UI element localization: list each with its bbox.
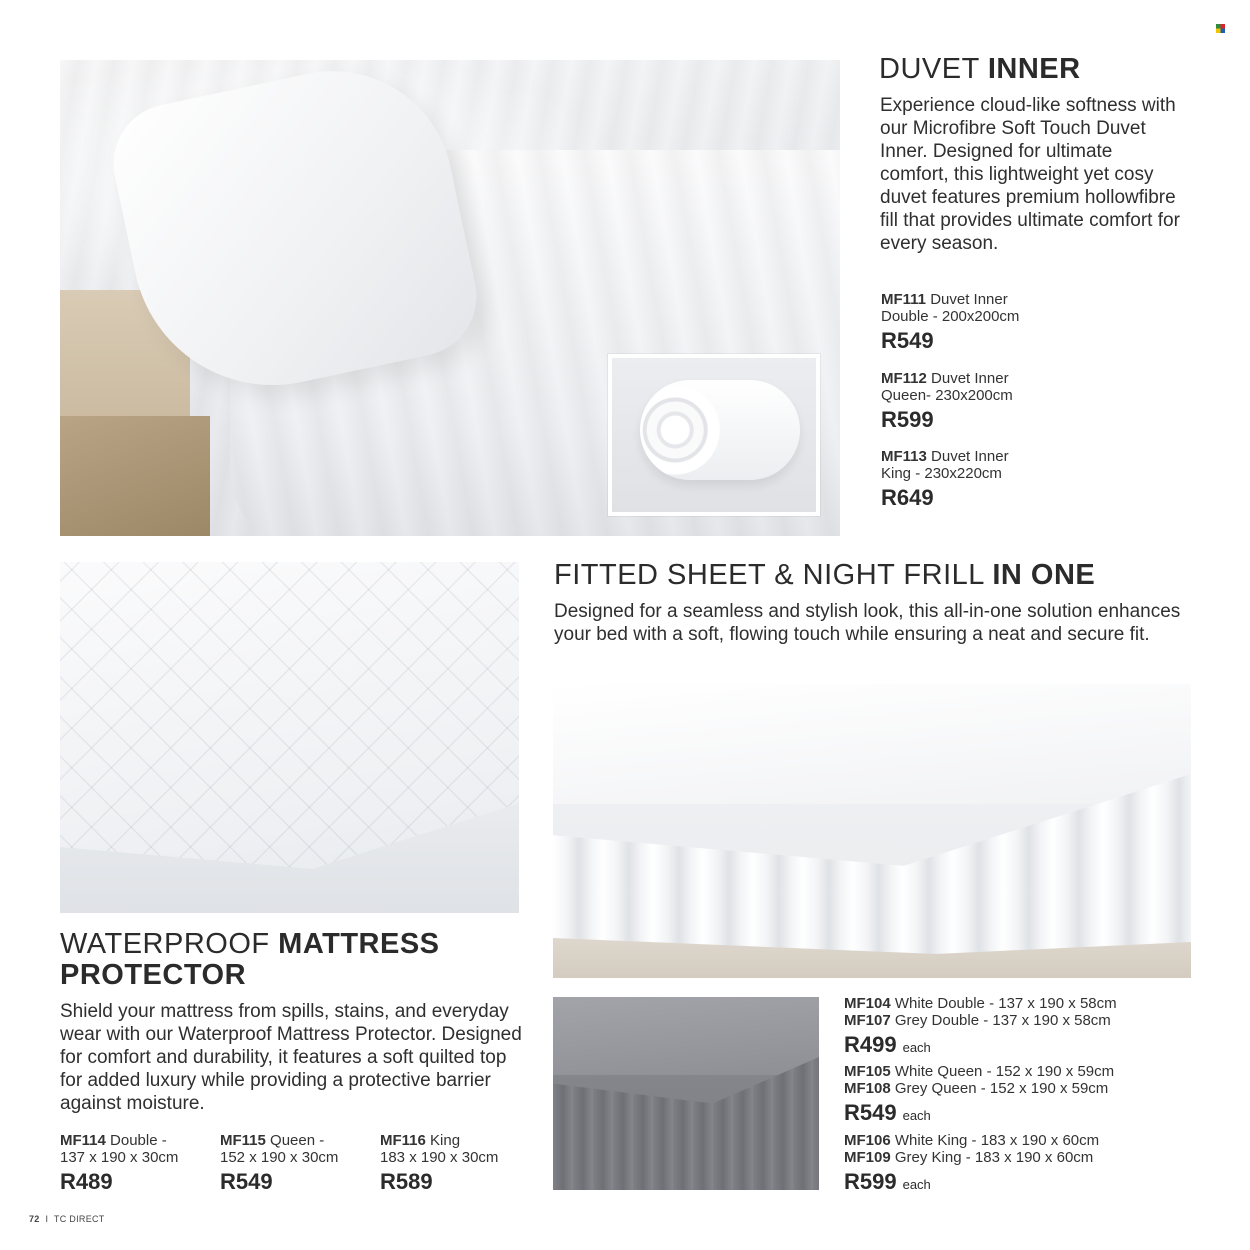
protector-item-mf114: MF114 Double - 137 x 190 x 30cm R489 <box>60 1132 179 1194</box>
footer-brand: TC DIRECT <box>53 1214 105 1224</box>
price: R599 <box>844 1169 897 1194</box>
brand-logo-icon <box>1216 24 1225 33</box>
night-frill <box>553 1057 819 1190</box>
page-number: 72 <box>29 1214 40 1224</box>
protector-item-mf116: MF116 King 183 x 190 x 30cm R589 <box>380 1132 499 1194</box>
price: R549 <box>844 1100 897 1125</box>
rolled-duvet <box>640 380 800 480</box>
price: R489 <box>60 1169 113 1194</box>
price: R599 <box>881 407 934 432</box>
fitted-sheet-description: Designed for a seamless and stylish look, this all-in-one solution enhances your bed with a soft, flowing touch while ensuring a neat and secure fit. <box>554 601 1181 645</box>
mattress-protector-title: WATERPROOF MATTRESS PROTECTOR <box>60 928 440 991</box>
floor <box>60 416 210 536</box>
price: R549 <box>220 1169 273 1194</box>
price: R549 <box>881 328 934 353</box>
fitted-sheet-queen-group: MF105 White Queen - 152 x 190 x 59cm MF108 Grey Queen - 152 x 190 x 59cm R549 each <box>844 1063 1115 1125</box>
duvet-item-mf111: MF111 Duvet Inner Double - 200x200cm R549 <box>881 291 1020 353</box>
fitted-sheet-king-group: MF106 White King - 183 x 190 x 60cm MF109 Grey King - 183 x 190 x 60cm R599 each <box>844 1132 1100 1194</box>
mattress-protector-photo <box>60 562 519 913</box>
duvet-inner-title: DUVET INNER <box>879 53 1081 85</box>
price: R589 <box>380 1169 433 1194</box>
fitted-sheet-double-group: MF104 White Double - 137 x 190 x 58cm MF107 Grey Double - 137 x 190 x 58cm R499 each <box>844 995 1117 1057</box>
sheet-top <box>553 997 819 1075</box>
grey-fitted-sheet-photo <box>553 997 819 1190</box>
page-footer: 72 I TC DIRECT <box>29 1214 105 1224</box>
price: R499 <box>844 1032 897 1057</box>
mattress-side <box>60 803 519 913</box>
fitted-sheet-title: FITTED SHEET & NIGHT FRILL IN ONE <box>554 559 1096 591</box>
duvet-inner-description: Experience cloud-like softness with our Microfibre Soft Touch Duvet Inner. Designed for ultimate comfort, this lightweight yet cosy duvet features premium hollowfibre fill that provides ultimate comfort for every season. <box>880 95 1180 254</box>
protector-item-mf115: MF115 Queen - 152 x 190 x 30cm R549 <box>220 1132 339 1194</box>
price: R649 <box>881 485 934 510</box>
white-fitted-sheet-photo <box>553 684 1191 978</box>
mattress-protector-description: Shield your mattress from spills, stains, and everyday wear with our Waterproof Mattress Protector. Designed for comfort and durability, it features a soft quilted top for added luxury while providing a protective barrier against moisture. <box>60 1001 522 1114</box>
duvet-item-mf113: MF113 Duvet Inner King - 230x220cm R649 <box>881 448 1009 510</box>
duvet-item-mf112: MF112 Duvet Inner Queen- 230x200cm R599 <box>881 370 1013 432</box>
rolled-duvet-inset-photo <box>608 354 820 516</box>
sheet-top <box>553 684 1191 804</box>
